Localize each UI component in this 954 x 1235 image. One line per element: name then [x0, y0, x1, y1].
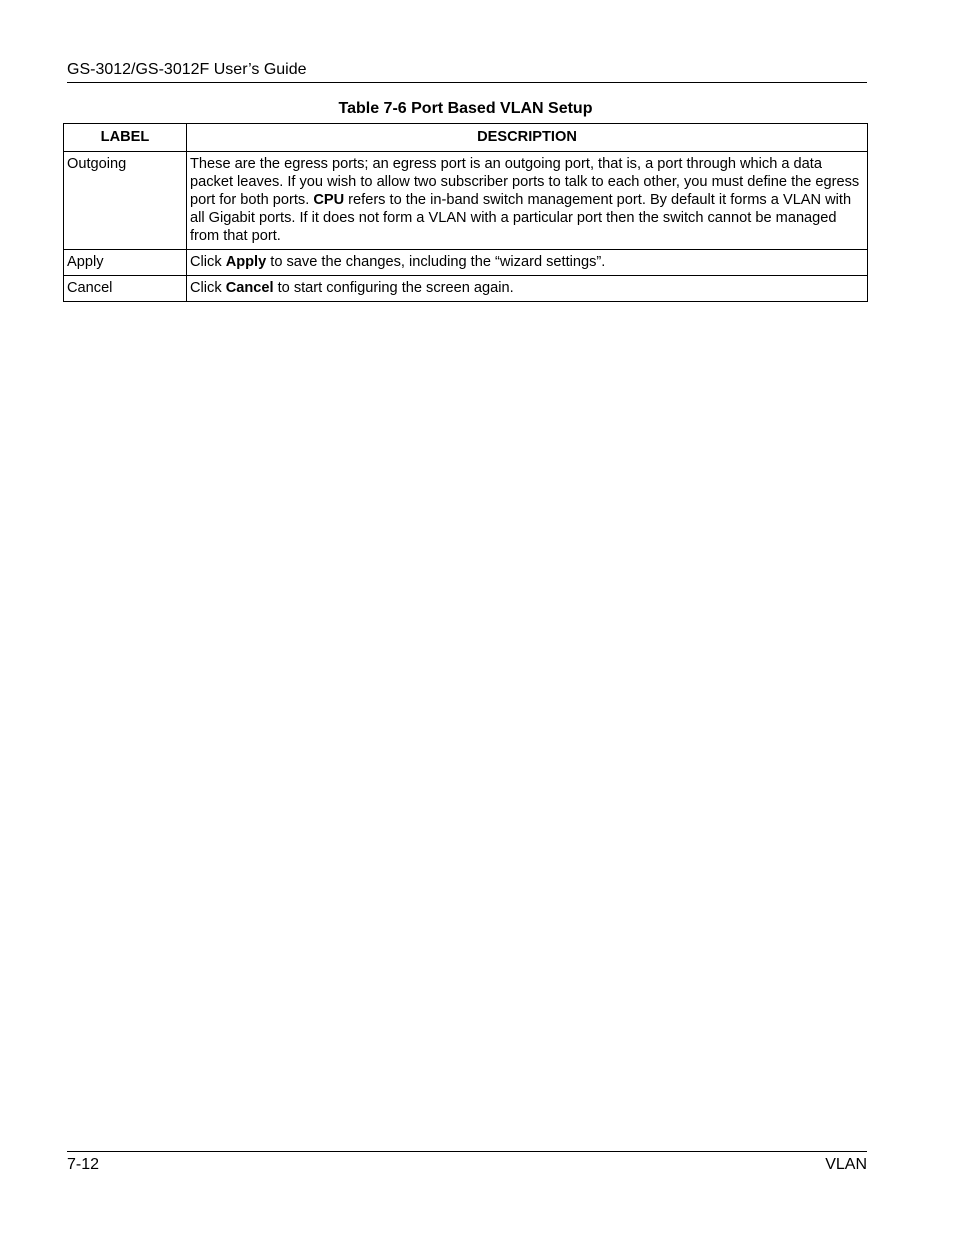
- column-header-description: DESCRIPTION: [187, 124, 868, 152]
- page-number: 7-12: [67, 1156, 100, 1173]
- description-text: to start configuring the screen again.: [273, 280, 514, 296]
- section-name: VLAN: [825, 1156, 867, 1173]
- table-row: [64, 276, 868, 302]
- row-description: [187, 152, 868, 250]
- row-label: Apply: [64, 250, 187, 276]
- table-header-row: [64, 124, 868, 152]
- column-header-label: LABEL: [64, 124, 187, 152]
- description-text: to save the changes, including the “wizard settings”.: [266, 254, 606, 270]
- description-text: These are the egress ports; an egress port is an outgoing port, that is, a port through which a data packet leaves. If you wish to allow two subscriber ports to talk to each other, you must define the egress port for both ports.: [190, 156, 860, 208]
- document-title: GS-3012/GS-3012F User’s Guide: [67, 61, 307, 78]
- description-text: Click: [190, 280, 226, 296]
- table-caption: Table 7-6 Port Based VLAN Setup: [338, 100, 593, 117]
- table-row: [64, 152, 868, 250]
- row-description: [187, 250, 868, 276]
- row-label: Cancel: [64, 276, 187, 302]
- description-text: refers to the in-band switch management port. By default it forms a VLAN with all Gigabit ports. If it does not form a VLAN with a particular port then the switch cannot be managed from that port.: [190, 192, 852, 244]
- row-label: Outgoing: [64, 152, 187, 250]
- row-description: [187, 276, 868, 302]
- port-based-vlan-table: [63, 123, 868, 302]
- page-header: [67, 60, 867, 83]
- description-bold-term: Cancel: [225, 280, 274, 296]
- description-bold-term: Apply: [225, 254, 267, 270]
- description-bold-term: CPU: [313, 192, 345, 208]
- page-footer: [67, 1151, 867, 1176]
- table-row: [64, 250, 868, 276]
- description-text: Click: [190, 254, 226, 270]
